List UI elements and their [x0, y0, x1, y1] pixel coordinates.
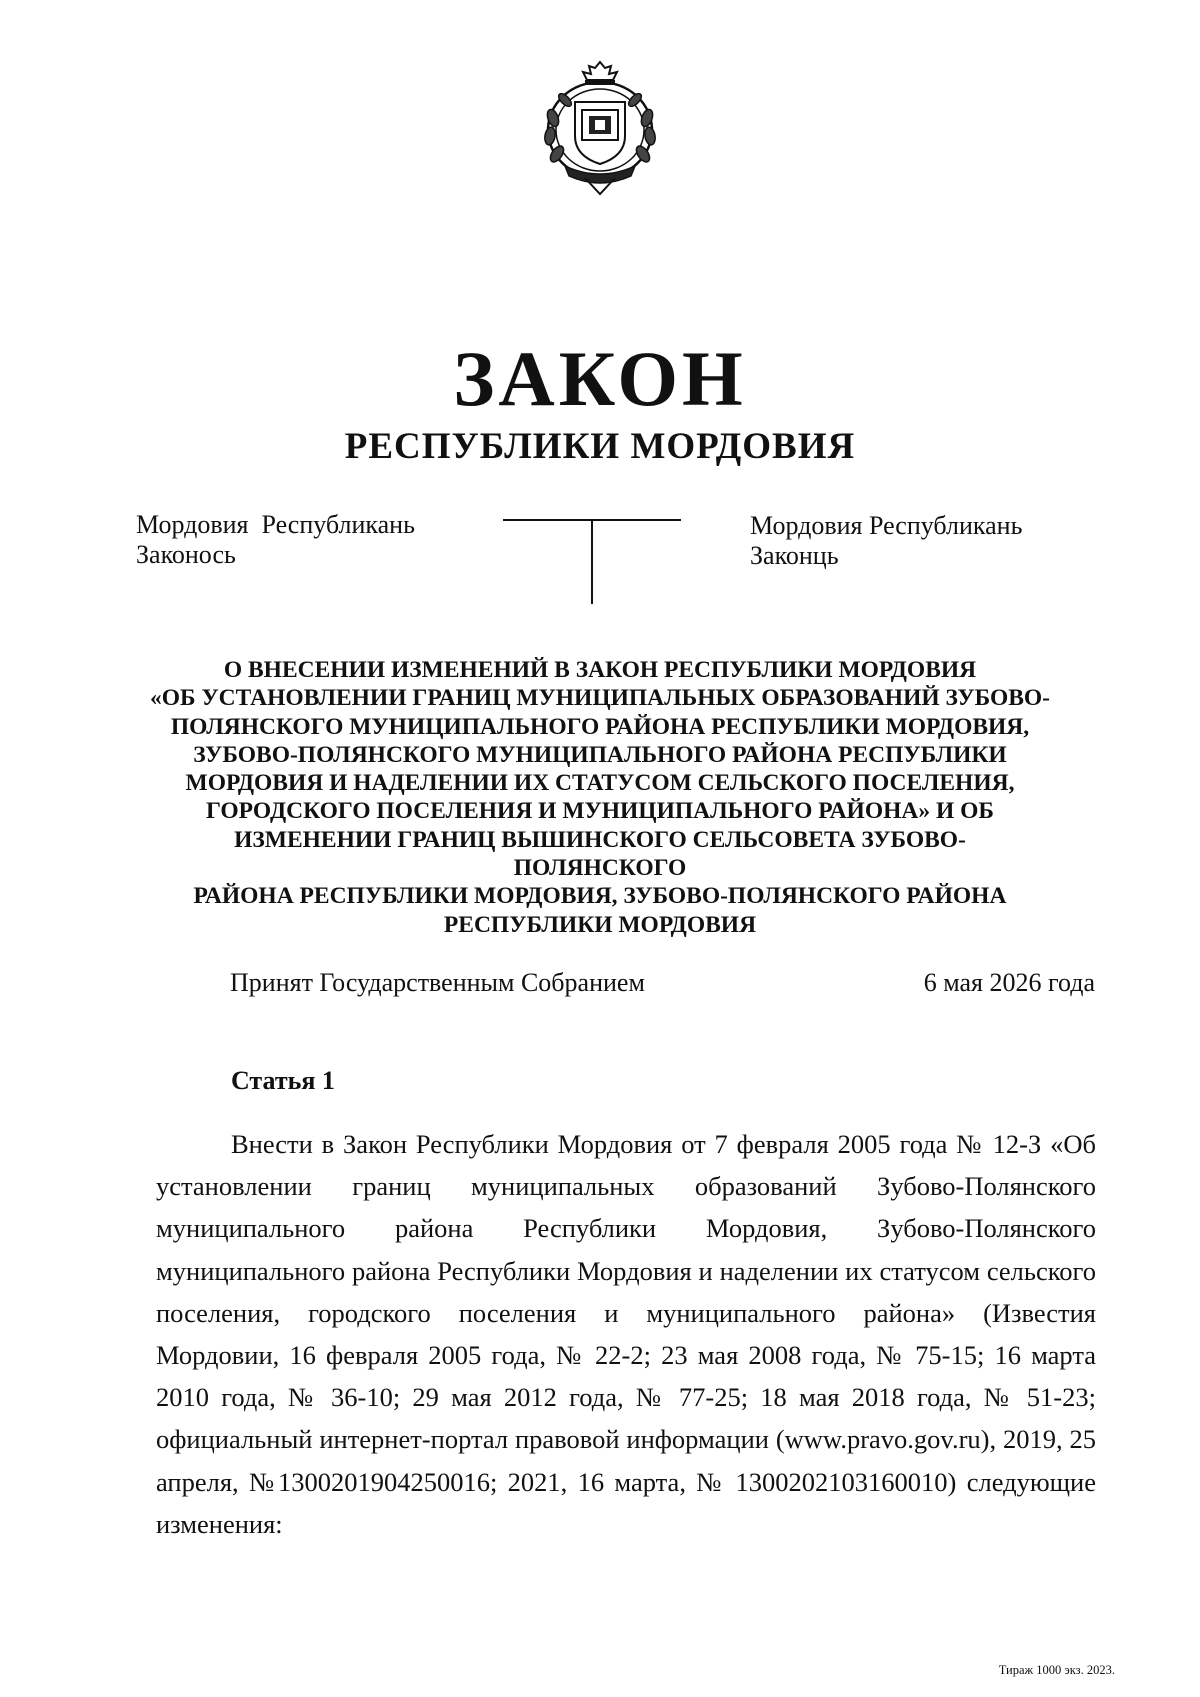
- moksha-header-line: Законось: [136, 540, 236, 569]
- document-subtitle: РЕСПУБЛИКИ МОРДОВИЯ: [344, 426, 856, 467]
- adoption-statement: Принят Государственным Собранием: [230, 968, 645, 997]
- coat-of-arms-icon: [535, 58, 665, 198]
- adoption-date: 6 мая 2026 года: [923, 968, 1095, 997]
- article-title: Статья 1: [231, 1066, 335, 1095]
- law-heading-line: О ВНЕСЕНИИ ИЗМЕНЕНИЙ В ЗАКОН РЕСПУБЛИКИ МОРДОВИЯ: [223, 657, 977, 683]
- erzya-header-line: Мордовия Республикань: [750, 511, 1023, 540]
- law-heading: [150, 656, 1050, 939]
- erzya-header-line: Законць: [750, 541, 839, 570]
- law-heading-line: «ОБ УСТАНОВЛЕНИИ ГРАНИЦ МУНИЦИПАЛЬНЫХ ОБРАЗОВАНИЙ ЗУБОВО-: [150, 685, 1050, 712]
- header-divider-vertical: [591, 520, 593, 604]
- law-heading-line: ГОРОДСКОГО ПОСЕЛЕНИЯ И МУНИЦИПАЛЬНОГО РАЙОНА» И ОБ: [206, 798, 994, 825]
- law-heading-line: ПОЛЯНСКОГО МУНИЦИПАЛЬНОГО РАЙОНА РЕСПУБЛИКИ МОРДОВИЯ,: [170, 713, 1030, 740]
- document-title: ЗАКОН: [453, 335, 747, 422]
- law-heading-line: ЗУБОВО-ПОЛЯНСКОГО МУНИЦИПАЛЬНОГО РАЙОНА РЕСПУБЛИКИ: [193, 741, 1007, 768]
- law-heading-line: МОРДОВИЯ И НАДЕЛЕНИИ ИХ СТАТУСОМ СЕЛЬСКОГО ПОСЕЛЕНИЯ,: [185, 770, 1015, 797]
- law-heading-line: РЕСПУБЛИКИ МОРДОВИЯ: [443, 911, 757, 938]
- law-heading-line: РАЙОНА РЕСПУБЛИКИ МОРДОВИЯ, ЗУБОВО-ПОЛЯНСКОГО РАЙОНА: [193, 883, 1007, 910]
- moksha-header-line: Мордовия Республикань: [136, 510, 415, 539]
- moksha-header: [136, 510, 415, 570]
- article-body: Внести в Закон Республики Мордовия от 7 февраля 2005 года № 12-З «Об установлении границ муниципальных образований Зубово-Полянского муниципального района Республики Мордовия, Зубово-Полянского муниципального района Республики Мордовия и наделении их статусом сельского поселения, городского поселения и муниципального района» (Известия Мордовии, 16 февраля 2005 года, № 22-2; 23 мая 2008 года, № 75-15; 16 марта 2010 года, № 36-10; 29 мая 2012 года, № 77-25; 18 мая 2018 года, № 51-23; официальный интернет-портал правовой информации (www.pravo.gov.ru), 2019, 25 апреля, №1300201904250016; 2021, 16 марта, № 1300202103160010) следующие изменения:: [156, 1129, 1096, 1539]
- erzya-header: [750, 511, 1022, 571]
- law-heading-line: ИЗМЕНЕНИИ ГРАНИЦ ВЫШИНСКОГО СЕЛЬСОВЕТА ЗУБОВО-ПОЛЯНСКОГО: [234, 826, 966, 882]
- print-run-note: Тираж 1000 экз. 2023.: [998, 1663, 1115, 1677]
